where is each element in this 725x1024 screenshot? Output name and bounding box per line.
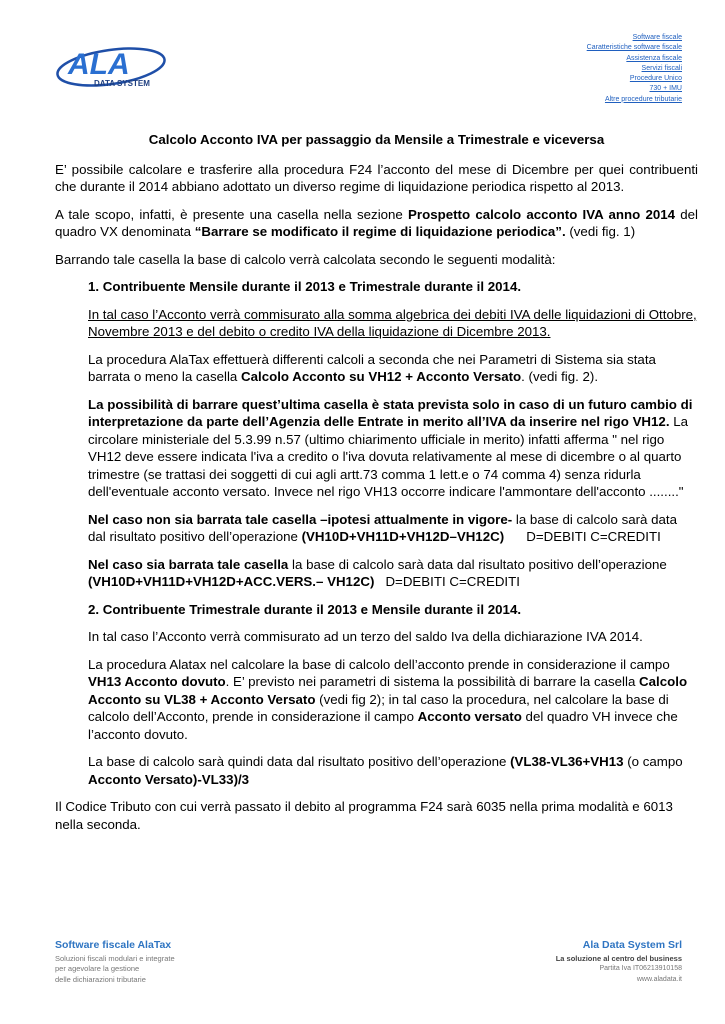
- formula: (VH10D+VH11D+VH12D+ACC.VERS.– VH12C): [88, 574, 375, 589]
- link-altre-procedure[interactable]: Altre procedure tributarie: [604, 95, 682, 103]
- formula: (VH10D+VH11D+VH12D–VH12C): [301, 529, 505, 544]
- link-procedure-unico[interactable]: Procedure Unico: [629, 75, 682, 83]
- footer-tagline: La soluzione al centro del business: [555, 953, 682, 963]
- text: del quadro VX denominata: [55, 206, 698, 239]
- text: la base di calcolo sarà data dal risultato positivo dell’operazione: [288, 556, 667, 572]
- link-servizi[interactable]: Servizi fiscali: [641, 64, 682, 72]
- bold-text: VH13 Acconto dovuto: [88, 674, 226, 689]
- ala-logo: [56, 44, 166, 90]
- page-title: Calcolo Acconto IVA per passaggio da Mensile a Trimestrale e viceversa: [148, 132, 605, 147]
- text: . (vedi fig. 2).: [521, 369, 599, 384]
- text: La procedura AlaTax effettuerà differenti calcoli a seconda che nei Parametri di Sistema sia stata barrata o meno la casella: [88, 351, 656, 384]
- bold-text: Acconto versato: [417, 709, 522, 724]
- text: (vedi fig 2); in tal caso la procedura, nel calcolare la base di calcolo dell’Acconto, prende in considerazione il campo: [88, 691, 669, 724]
- footer-website[interactable]: www.aladata.it: [636, 975, 682, 983]
- footer-left-line: delle dichiarazioni tributarie: [55, 974, 146, 984]
- footer-left-title: Software fiscale AlaTax: [55, 939, 172, 951]
- paragraph-possibility: [88, 396, 698, 501]
- text: D=DEBITI C=CREDITI: [374, 574, 520, 589]
- text: del quadro VH invece che l’acconto dovuto.: [88, 709, 678, 742]
- link-software-fiscale[interactable]: Software fiscale: [632, 34, 682, 41]
- bold-text: “Barrare se modificato il regime di liquidazione periodica”.: [194, 224, 566, 239]
- bold-text: Prospetto calcolo acconto IVA anno 2014: [408, 206, 676, 222]
- link-assistenza[interactable]: Assistenza fiscale: [626, 54, 682, 62]
- text: (vedi fig. 1): [565, 224, 636, 239]
- text: La circolare ministeriale del 5.3.99 n.57 (ultimo chiarimento ufficiale in merito) infatti afferma " nel rigo VH12 deve essere indicata l'iva a credito o l'iva dovuta relativamente al mese di dicembre o al quarto trimestre (se trattasi dei soggetti di cui agli artt.73 comma 1 lett.e o 74 comma 4) senza ridurla dell'eventuale acconto versato. Invece nel rigo VH13 occorre indicare l'ammontare dell'acconto ........": [88, 414, 689, 499]
- text: (o campo: [623, 754, 683, 769]
- heading-text: 1. Contribuente Mensile durante il 2013 e Trimestrale durante il 2014.: [88, 279, 522, 294]
- logo-text: ALA: [68, 48, 130, 81]
- text: D=DEBITI C=CREDITI: [504, 529, 661, 544]
- paragraph-checked: [88, 556, 698, 591]
- paragraph-codice-tributo: Il Codice Tributo con cui verrà passato il debito al programma F24 sarà 6035 nella prima modalità e 6013 nella seconda.: [55, 799, 673, 832]
- formula: Acconto Versato)-VL33)/3: [88, 771, 250, 787]
- paragraph-scope: [55, 206, 698, 241]
- section-heading-1: [88, 278, 698, 296]
- bold-text: Calcolo Acconto su VL38 + Acconto Versato: [88, 674, 688, 707]
- paragraph-procedure: [88, 351, 698, 386]
- document-body: [55, 131, 698, 843]
- bold-text: Nel caso sia barrata tale casella: [88, 556, 289, 572]
- paragraph-not-checked: [88, 511, 698, 546]
- paragraph-modes: Barrando tale casella la base di calcolo verrà calcolata secondo le seguenti modalità:: [55, 251, 556, 267]
- text: la base di calcolo sarà data dal risultato positivo dell’operazione: [88, 511, 678, 544]
- bold-text: La possibilità di barrare quest’ultima casella è stata prevista solo in caso di un futuro cambio di interpretazione da parte dell’Agenzia delle Entrate in merito all’IVA da inserire nel rigo VH12.: [88, 396, 693, 429]
- paragraph-case1: In tal caso l’Acconto verrà commisurato alla somma algebrica dei debiti IVA delle liquidazioni di Ottobre, Novembre 2013 e del debito o credito IVA della liquidazione di Dicembre 2013.: [88, 306, 697, 339]
- text: . E’ previsto nei parametri di sistema la possibilità di barrare la casella: [225, 674, 640, 689]
- text: La base di calcolo sarà quindi data dal risultato positivo dell’operazione: [88, 754, 511, 769]
- footer-left: [55, 940, 175, 985]
- paragraph-case2: In tal caso l’Acconto verrà commisurato ad un terzo del saldo Iva della dichiarazione IVA 2014.: [88, 629, 643, 644]
- text: A tale scopo, infatti, è presente una casella nella sezione: [55, 206, 409, 222]
- paragraph-intro: E’ possibile calcolare e trasferire alla procedura F24 l’acconto del mese di Dicembre per quei contribuenti che durante il 2014 abbiano adottato un diverso regime di liquidazione periodica rispetto al 2013.: [55, 161, 698, 194]
- text: La procedura Alatax nel calcolare la base di calcolo dell’acconto prende in considerazione il campo: [88, 656, 670, 672]
- bold-text: Calcolo Acconto su VH12 + Acconto Versato: [241, 369, 522, 384]
- heading-text: 2. Contribuente Trimestrale durante il 2013 e Mensile durante il 2014.: [88, 601, 522, 617]
- footer-right: [556, 940, 682, 985]
- link-caratteristiche[interactable]: Caratteristiche software fiscale: [586, 44, 682, 52]
- footer-vat: Partita Iva IT06213910158: [599, 965, 682, 972]
- paragraph-alatax: [88, 656, 698, 744]
- bold-text: Nel caso non sia barrata tale casella –ipotesi attualmente in vigore-: [88, 511, 513, 527]
- footer-right-title: Ala Data System Srl: [582, 939, 682, 951]
- section-heading-2: [88, 601, 698, 619]
- paragraph-base: [88, 753, 698, 788]
- link-730-imu[interactable]: 730 + IMU: [649, 85, 682, 93]
- logo-subtitle: DATA SYSTEM: [94, 79, 150, 88]
- formula: (VL38-VL36+VH13: [510, 754, 624, 769]
- footer-left-line: Soluzioni fiscali modulari e integrate: [55, 953, 175, 963]
- footer-left-line: per agevolare la gestione: [55, 964, 140, 973]
- header-links: [587, 33, 682, 105]
